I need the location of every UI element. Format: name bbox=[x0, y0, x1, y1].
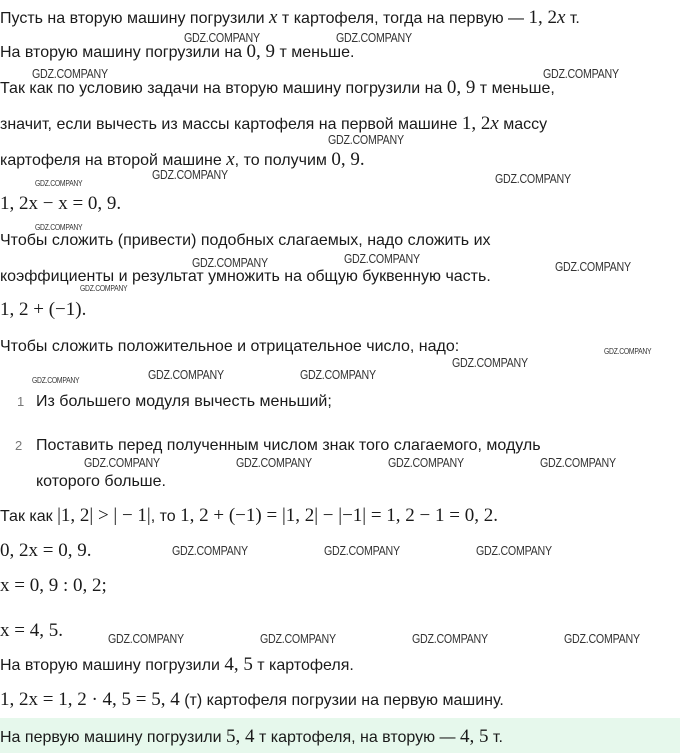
math: 4, 5 bbox=[224, 654, 253, 675]
text: т картофеля. bbox=[252, 657, 354, 674]
watermark: GDZ.COMPANY bbox=[324, 543, 400, 558]
watermark: GDZ.COMPANY bbox=[555, 259, 631, 274]
solution-line-2 bbox=[0, 42, 354, 63]
watermark: GDZ.COMPANY bbox=[336, 30, 412, 45]
list-item-1: Из большего модуля вычесть меньший; bbox=[36, 393, 332, 410]
equation-4: x = 0, 9 : 0, 2; bbox=[0, 575, 107, 596]
text: массу bbox=[498, 116, 548, 133]
solution-line-4 bbox=[0, 114, 547, 135]
math-var: x bbox=[556, 7, 566, 28]
math: 4, 5 bbox=[459, 726, 489, 747]
watermark: GDZ.COMPANY bbox=[148, 367, 224, 382]
watermark: GDZ.COMPANY bbox=[192, 255, 268, 270]
watermark: GDZ.COMPANY bbox=[35, 179, 83, 188]
text: Так как по условию задачи на вторую машину погрузили на bbox=[0, 80, 447, 97]
text: т картофеля, тогда на первую — bbox=[277, 10, 529, 27]
solution-line-18 bbox=[0, 690, 504, 711]
math: 5, 4 bbox=[226, 726, 255, 747]
watermark: GDZ.COMPANY bbox=[32, 66, 108, 81]
text: , то bbox=[150, 508, 181, 525]
watermark: GDZ.COMPANY bbox=[495, 171, 571, 186]
list-number-2: 2 bbox=[15, 438, 23, 453]
text: т меньше, bbox=[475, 80, 555, 97]
watermark: GDZ.COMPANY bbox=[35, 223, 83, 232]
math-var: x bbox=[490, 113, 499, 134]
watermark: GDZ.COMPANY bbox=[300, 367, 376, 382]
text: Пусть на вторую машину погрузили bbox=[0, 10, 270, 27]
math: 1, 2 bbox=[528, 7, 557, 28]
solution-line-17 bbox=[0, 655, 354, 676]
watermark: GDZ.COMPANY bbox=[32, 376, 80, 385]
watermark: GDZ.COMPANY bbox=[604, 347, 652, 356]
equation-1: 1, 2x − x = 0, 9. bbox=[0, 193, 122, 214]
watermark: GDZ.COMPANY bbox=[152, 167, 228, 182]
list-number-1: 1 bbox=[17, 394, 25, 409]
solution-line-8: коэффициенты и результат умножить на общую буквенную часть. bbox=[0, 268, 491, 285]
equation-5: x = 4, 5. bbox=[0, 620, 63, 641]
math: 1, 2x = 1, 2 · 4, 5 = 5, 4 bbox=[0, 689, 180, 710]
text: картофеля на второй машине bbox=[0, 152, 227, 169]
watermark: GDZ.COMPANY bbox=[108, 631, 184, 646]
text: На первую машину погрузили bbox=[0, 729, 227, 746]
watermark: GDZ.COMPANY bbox=[260, 631, 336, 646]
text: Так как bbox=[0, 508, 58, 525]
text: , то получим bbox=[234, 152, 332, 169]
math: 1, 2 + (−1) = |1, 2| − |−1| = 1, 2 − 1 = 0, 2. bbox=[180, 505, 498, 526]
math-var: x bbox=[269, 7, 278, 28]
math: 1, 2 bbox=[461, 113, 491, 134]
solution-line-10: Чтобы сложить положительное и отрицательное число, надо: bbox=[0, 338, 460, 355]
list-item-2-line-1: Поставить перед полученным числом знак того слагаемого, модуль bbox=[36, 437, 541, 454]
watermark: GDZ.COMPANY bbox=[172, 543, 248, 558]
solution-line-1 bbox=[0, 8, 580, 29]
math: 0, 9 bbox=[446, 77, 476, 98]
math: 0, 9. bbox=[331, 149, 365, 170]
text: значит, если вычесть из массы картофеля на первой машине bbox=[0, 116, 462, 133]
solution-line-3 bbox=[0, 78, 555, 99]
list-item-2-line-2: которого больше. bbox=[36, 473, 166, 490]
answer-line bbox=[0, 727, 503, 748]
watermark: GDZ.COMPANY bbox=[564, 631, 640, 646]
text: На вторую машину погрузили на bbox=[0, 44, 247, 61]
math: |1, 2| > | − 1| bbox=[57, 505, 151, 526]
text: т картофеля, на вторую — bbox=[254, 729, 460, 746]
watermark: GDZ.COMPANY bbox=[344, 251, 420, 266]
watermark: GDZ.COMPANY bbox=[236, 455, 312, 470]
watermark: GDZ.COMPANY bbox=[328, 132, 404, 147]
text: На вторую машину погрузили bbox=[0, 657, 225, 674]
solution-line-13 bbox=[0, 506, 498, 527]
watermark: GDZ.COMPANY bbox=[388, 455, 464, 470]
watermark: GDZ.COMPANY bbox=[543, 66, 619, 81]
equation-2: 1, 2 + (−1). bbox=[0, 299, 87, 320]
text: т. bbox=[565, 10, 580, 27]
math: 0, 9 bbox=[246, 41, 275, 62]
watermark: GDZ.COMPANY bbox=[476, 543, 552, 558]
watermark: GDZ.COMPANY bbox=[184, 30, 260, 45]
watermark: GDZ.COMPANY bbox=[412, 631, 488, 646]
watermark: GDZ.COMPANY bbox=[540, 455, 616, 470]
text: т. bbox=[488, 729, 503, 746]
solution-line-7: Чтобы сложить (привести) подобных слагаемых, надо сложить их bbox=[0, 232, 491, 249]
equation-3: 0, 2x = 0, 9. bbox=[0, 540, 92, 561]
text: т меньше. bbox=[275, 44, 355, 61]
text: (т) картофеля погрузии на первую машину. bbox=[179, 692, 504, 709]
math-var: x bbox=[226, 149, 235, 170]
watermark: GDZ.COMPANY bbox=[84, 455, 160, 470]
watermark: GDZ.COMPANY bbox=[452, 355, 528, 370]
watermark: GDZ.COMPANY bbox=[80, 284, 128, 293]
